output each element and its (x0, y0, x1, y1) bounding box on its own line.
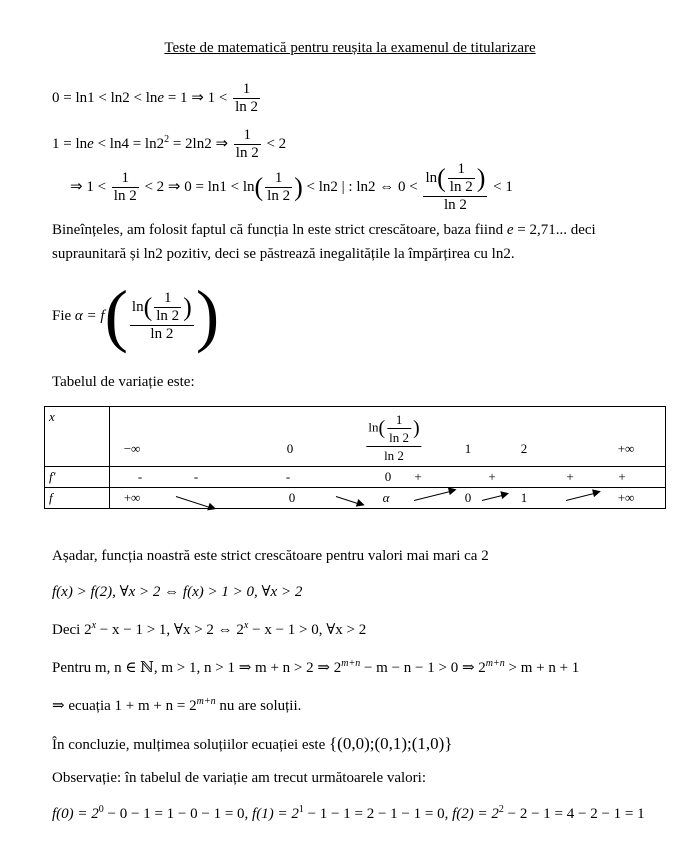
eq-text: < 2 (266, 136, 287, 152)
fraction-ln-over-ln2: ln( $\frac{1}{\ln 2}$ ) ln 2 (425, 161, 486, 214)
page-title: Teste de matematică pentru reușita la examenul de titularizare (164, 40, 536, 56)
values-line: $f(0) = 2^0 - 0 - 1 = 1 - 0 - 1 = 0$, $f(1) = 2^1 - 1 - 1 = 2 - 1 - 1 = 0$, $f(2) = 2^2 - 2 - 1 = 4 - 2 - 1 = 1$ (52, 804, 645, 822)
fx-inequality: f(x) > f(2), ∀x > 2 ⇔ f(x) > 1 > 0, ∀x > 2 (52, 584, 303, 600)
table-fprime-label: f′ (45, 467, 110, 488)
fraction-1-over-ln2: $\frac{1}{\ln 2}$ (267, 170, 291, 205)
fraction-ln-over-ln2: ln( $\frac{1}{\ln 2}$ ) ln 2 (131, 290, 192, 343)
asadar-text: Așadar, funcția noastră este strict crescătoare pentru valori mai mari ca 2 (52, 548, 489, 564)
eq-text: 0 = ln1 < ln2 < ln (52, 90, 158, 106)
variation-table (44, 406, 666, 509)
x-value: 1 (464, 441, 472, 456)
eq-sup: 2 (164, 134, 170, 145)
fraction-1-over-ln2: $\frac{1}{\ln 2}$ (113, 170, 137, 205)
equation-line-1 (52, 80, 262, 116)
eq-text: < 2 ⇒ 0 = ln1 < ln (144, 179, 255, 195)
equation-line-3: ⇒ 1 < $\frac{1}{\ln 2}$ < 2 ⇒ 0 = ln1 < ln( $\frac{1}{\ln 2}$ ) < ln2 | : ln2 ⇔ 0 < ln( $\frac{1}{\ln 2}$ ) ln 2 < 1 (70, 161, 513, 214)
increasing-arrow (414, 490, 455, 501)
eq-text: = 2ln2 ⇒ (172, 136, 229, 152)
table-x-row (110, 407, 666, 467)
eq-text: < ln4 = ln2 (97, 136, 165, 152)
x-value: 2 (520, 441, 528, 456)
decreasing-arrow (336, 496, 363, 506)
alpha-f: α = f (74, 308, 105, 324)
deci-line: Deci 2$^x$ − x − 1 > 1, ∀x > 2 ⇔ 2$^x$ − x − 1 > 0, ∀x > 2 (52, 620, 367, 638)
solution-set: {(0,0);(0,1);(1,0)} (329, 734, 453, 753)
table-f-label: f (45, 488, 110, 509)
eq-text: < 1 (493, 179, 513, 195)
eq-text: = 1 ⇒ 1 < (167, 90, 228, 106)
x-value: 0 (286, 441, 294, 456)
fraction-1-over-ln2: $\frac{1}{\ln 2}$ (235, 81, 258, 116)
x-value: −∞ (123, 441, 141, 456)
alpha-definition: Fie α = f( ln( $\frac{1}{\ln 2}$ ) ln 2 ) (52, 277, 220, 355)
increasing-arrow (566, 492, 599, 501)
ecuatia-line: ⇒ ecuația $1 + m + n = 2^{m+n}$ nu are soluții. (52, 696, 302, 714)
eq-text: 1 = ln (52, 136, 88, 152)
table-intro: Tabelul de variație este: (52, 374, 195, 390)
eq-e: e (87, 136, 94, 152)
equation-line-2 (52, 122, 286, 162)
table-fprime-row: - - - 0 + + + + (110, 467, 666, 488)
fie-label: Fie (52, 308, 72, 324)
eq-text: < ln2 | : ln2 ⇔ 0 < (306, 179, 418, 195)
decreasing-arrow (176, 496, 214, 509)
observatie-line: Observație: în tabelul de variație am trecut următoarele valori: (52, 770, 427, 786)
eq-e: e (157, 90, 165, 106)
concluzie-line: În concluzie, mulțimea soluțiilor ecuației este {(0,0);(0,1);(1,0)} (52, 734, 453, 753)
fraction-1-over-ln2: $\frac{1}{\ln 2}$ (235, 127, 259, 162)
paragraph-explanation: Bineînțeles, am folosit faptul că funcția ln este strict crescătoare, baza fiind e = 2,71... deci supraunitară și ln2 pozitiv, deci se păstrează inegalitățile la împărțirea cu ln2. (52, 222, 596, 262)
table-x-label: x (45, 407, 110, 467)
eq-text: ⇒ 1 < (70, 179, 107, 195)
x-value-alpha-point: ln( $\frac{1}{\ln 2}$ ) ln 2 (368, 412, 420, 463)
x-value: +∞ (617, 441, 635, 456)
pentru-line: Pentru m, n ∈ ℕ, m > 1, n > 1 ⇒ m + n > 2 ⇒ $2^{m+n} - m - n - 1 > 0$ ⇒ $2^{m+n} > m + n + 1$ (52, 658, 580, 676)
increasing-arrow (482, 494, 507, 501)
table-f-row: +∞ 0 α 0 1 +∞ (110, 488, 666, 509)
